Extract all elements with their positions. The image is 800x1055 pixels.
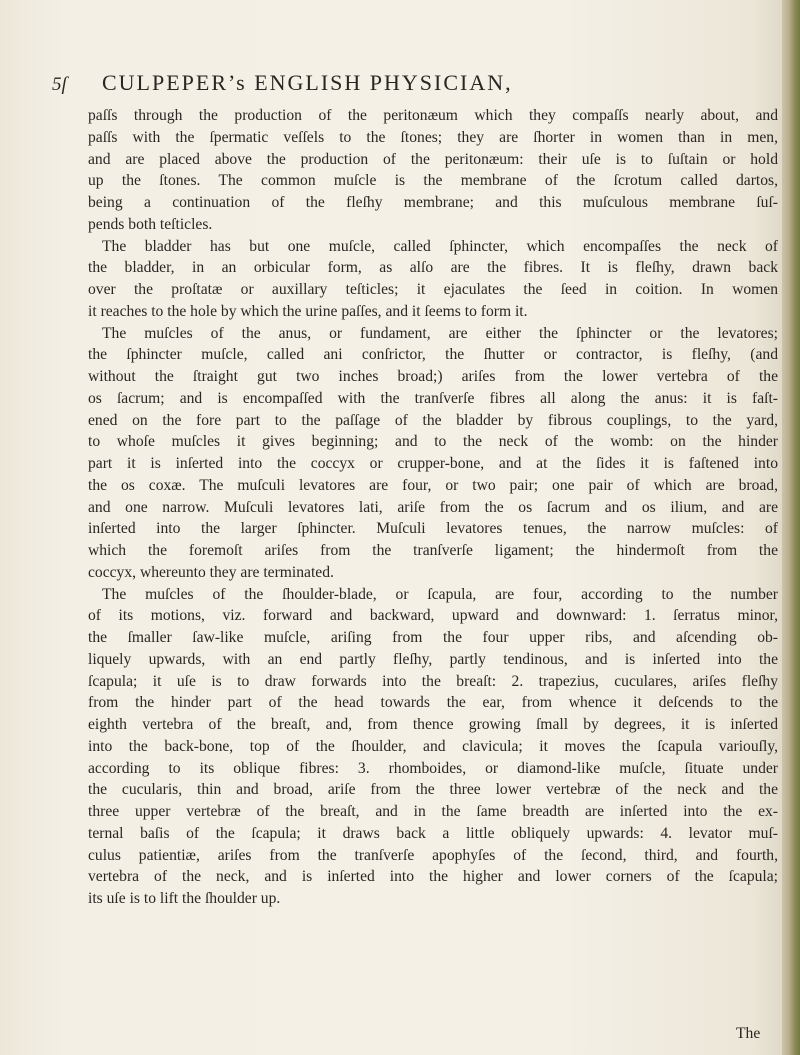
text-line: it reaches to the hole by which the urine paſſes, and it ſeems to form it. [88,302,528,320]
text-line: and one narrow. Muſculi levatores lati, ariſe from the os ſacrum and os ilium, and are [88,498,778,516]
text-line: ſcapula; it uſe is to draw forwards into the breaſt: 2. trapezius, cuculares, ariſes fleſhy [88,672,778,690]
text-line: The bladder has but one muſcle, called ſphincter, which encompaſſes the neck of [102,237,778,255]
text-line: which the foremoſt ariſes from the tranſverſe ligament; the hindermoſt from the [88,542,778,559]
text-line: eighth vertebra of the breaſt, and, from thence growing ſmall by degrees, it is inſerted [88,716,778,733]
text-line: of its motions, viz. forward and backward, upward and downward: 1. ſerratus minor, [88,607,778,625]
running-head: CULPEPER’s ENGLISH PHYSICIAN, [102,70,513,95]
text-line: the os coxæ. The muſculi levatores are four, or two pair; one pair of which are broad, [88,476,778,494]
text-line: from the hinder part of the head towards the ear, from whence it deſcends to the [88,694,778,712]
text-line: paſſs through the production of the peritonæum which they compaſſs nearly about, and [88,107,778,124]
text-line: part it is inſerted into the coccyx or crupper-bone, and at the ſides it is faſtened into [88,455,778,472]
text-line: into the back-bone, top of the ſhoulder, and clavicula; it moves the ſcapula variouſly, [88,737,778,755]
text-line: os ſacrum; and is encompaſſed with the tranſverſe fibres all along the anus: it is faſt- [88,389,778,407]
page-number: 5ſ [52,74,67,95]
text-line: paſſs with the ſpermatic veſſels to the ſtones; they are ſhorter in women than in men, [88,128,778,146]
text-line: coccyx, whereunto they are terminated. [88,563,334,581]
text-line: to whoſe muſcles it gives beginning; and to the neck of the womb: on the hinder [88,433,778,451]
text-line: without the ſtraight gut two inches broad;) ariſes from the lower vertebra of the [88,368,778,385]
text-line: and are placed above the production of the peritonæum: their uſe is to ſuſtain or hold [88,150,778,168]
text-line: liquely upwards, with an end partly fleſhy, partly tendinous, and is inſerted into the [88,650,778,668]
text-line: being a continuation of the fleſhy membrane; and this muſculous membrane ſuſ- [88,194,778,211]
text-line: vertebra of the neck, and is inſerted into the higher and lower corners of the ſcapula; [88,868,778,886]
text-line: The muſcles of the anus, or fundament, are either the ſphincter or the levatores; [102,324,778,342]
body-text [88,105,778,910]
text-line: culus patientiæ, ariſes from the tranſverſe apophyſes of the ſecond, third, and fourth, [88,846,778,864]
text-line: the bladder, in an orbicular form, as alſo are the fibres. It is fleſhy, drawn back [88,259,778,277]
text-line: the cucularis, thin and broad, ariſe from the three lower vertebræ of the neck and the [88,781,778,799]
text-line: the ſphincter muſcle, called ani conſrictor, the ſhutter or contractor, is fleſhy, (and [88,346,778,364]
text-line: ternal baſis of the ſcapula; it draws back a little obliquely upwards: 4. levator muſ- [88,824,778,842]
text-line: three upper vertebræ of the breaſt, and in the ſame breadth are inſerted into the ex- [88,803,778,820]
text-line: ened on the fore part to the paſſage of the bladder by fibrous couplings, to the yard, [88,411,778,429]
catchword: The [736,1025,761,1042]
page-edge-shadow [782,0,800,1055]
text-line: over the proſtatæ or auxillary teſticles; it ejaculates the ſeed in coition. In women [88,281,778,298]
text-line: pends both teſticles. [88,215,213,233]
text-line: up the ſtones. The common muſcle is the membrane of the ſcrotum called dartos, [88,172,778,190]
text-line: inſerted into the larger ſphincter. Muſculi levatores tenues, the narrow muſcles: of [88,520,778,538]
text-line: the ſmaller ſaw-like muſcle, ariſing from the four upper ribs, and aſcending ob- [88,629,778,646]
text-line: according to its oblique fibres: 3. rhomboides, or diamond-like muſcle, ſituate under [88,759,778,777]
text-line: its uſe is to lift the ſhoulder up. [88,890,281,907]
page-header [52,70,782,100]
text-line: The muſcles of the ſhoulder-blade, or ſcapula, are four, according to the number [102,585,778,603]
